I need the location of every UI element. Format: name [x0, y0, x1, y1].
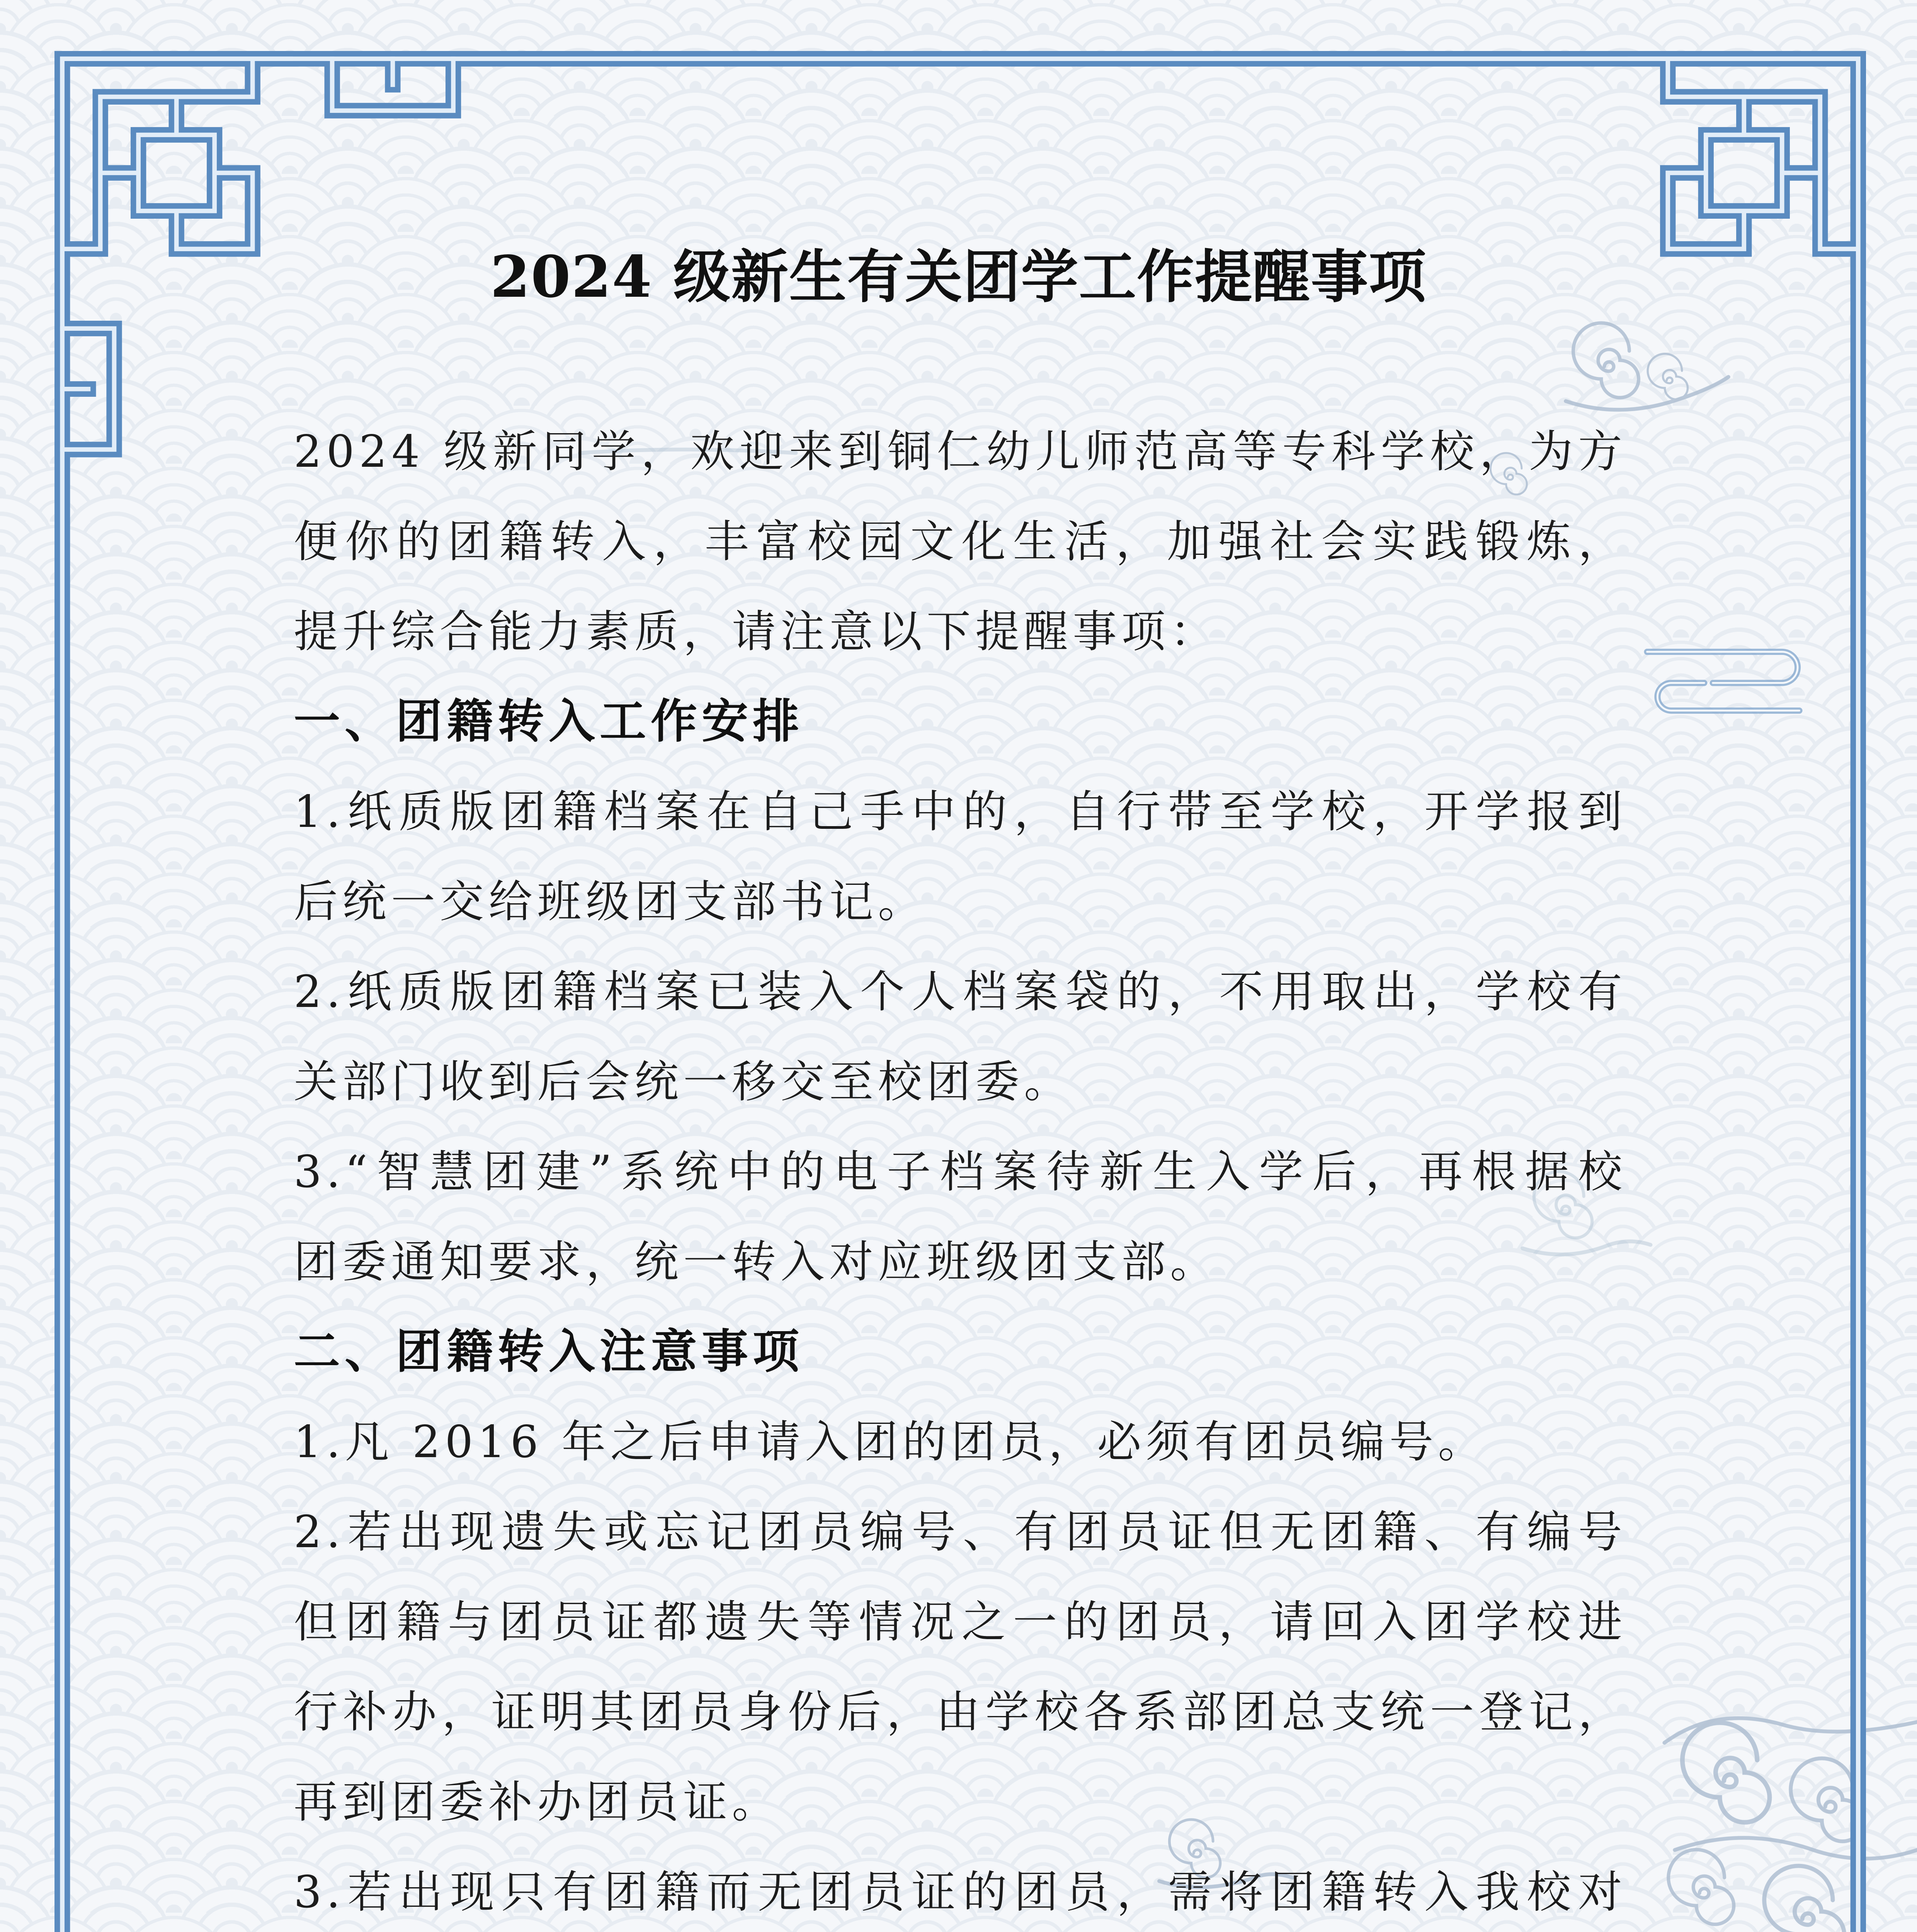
item-line: 再到团委补办团员证。 [294, 1776, 781, 1828]
item-line: 团委通知要求，统一转入对应班级团支部。 [294, 1236, 1219, 1287]
cloud-top-right [1566, 323, 1728, 410]
item-line: 但团籍与团员证都遗失等情况之一的团员，请回入团学校进 [294, 1596, 1627, 1648]
section-heading: 一、团籍转入工作安排 [294, 695, 804, 748]
section-heading: 二、团籍转入注意事项 [294, 1325, 804, 1379]
item-line: 后统一交给班级团支部书记。 [294, 876, 927, 927]
cloud-large-right [1664, 1718, 1917, 1932]
document-body [294, 406, 1627, 1932]
item-line: 2.若出现遗失或忘记团员编号、有团员证但无团籍、有编号 [294, 1506, 1627, 1558]
list-item [294, 1397, 1627, 1487]
list-item [294, 947, 1627, 1127]
intro-line: 2024 级新同学，欢迎来到铜仁幼儿师范高等专科学校，为方 [294, 426, 1627, 477]
section-1 [294, 677, 1627, 1307]
list-item [294, 1127, 1627, 1307]
item-line: 3.“智慧团建”系统中的电子档案待新生入学后，再根据校 [294, 1146, 1627, 1197]
list-item [294, 767, 1627, 947]
list-item [294, 1847, 1627, 1932]
intro-line: 便你的团籍转入，丰富校园文化生活，加强社会实践锻炼， [294, 516, 1627, 567]
item-line: 3.若出现只有团籍而无团员证的团员，需将团籍转入我校对 [294, 1866, 1627, 1918]
item-line: 行补办，证明其团员身份后，由学校各系部团总支统一登记， [294, 1686, 1627, 1738]
list-item [294, 1487, 1627, 1847]
intro-line: 提升综合能力素质，请注意以下提醒事项： [294, 606, 1219, 657]
section-2 [294, 1307, 1627, 1932]
intro-paragraph [294, 406, 1627, 677]
item-line: 1.纸质版团籍档案在自己手中的，自行带至学校，开学报到 [294, 786, 1627, 837]
document-title: 2024 级新生有关团学工作提醒事项 [490, 243, 1427, 310]
item-line: 关部门收到后会统一移交至校团委。 [294, 1056, 1073, 1107]
item-line: 2.纸质版团籍档案已装入个人档案袋的，不用取出，学校有 [294, 966, 1627, 1017]
item-line: 1.凡 2016 年之后申请入团的团员，必须有团员编号。 [294, 1416, 1487, 1468]
